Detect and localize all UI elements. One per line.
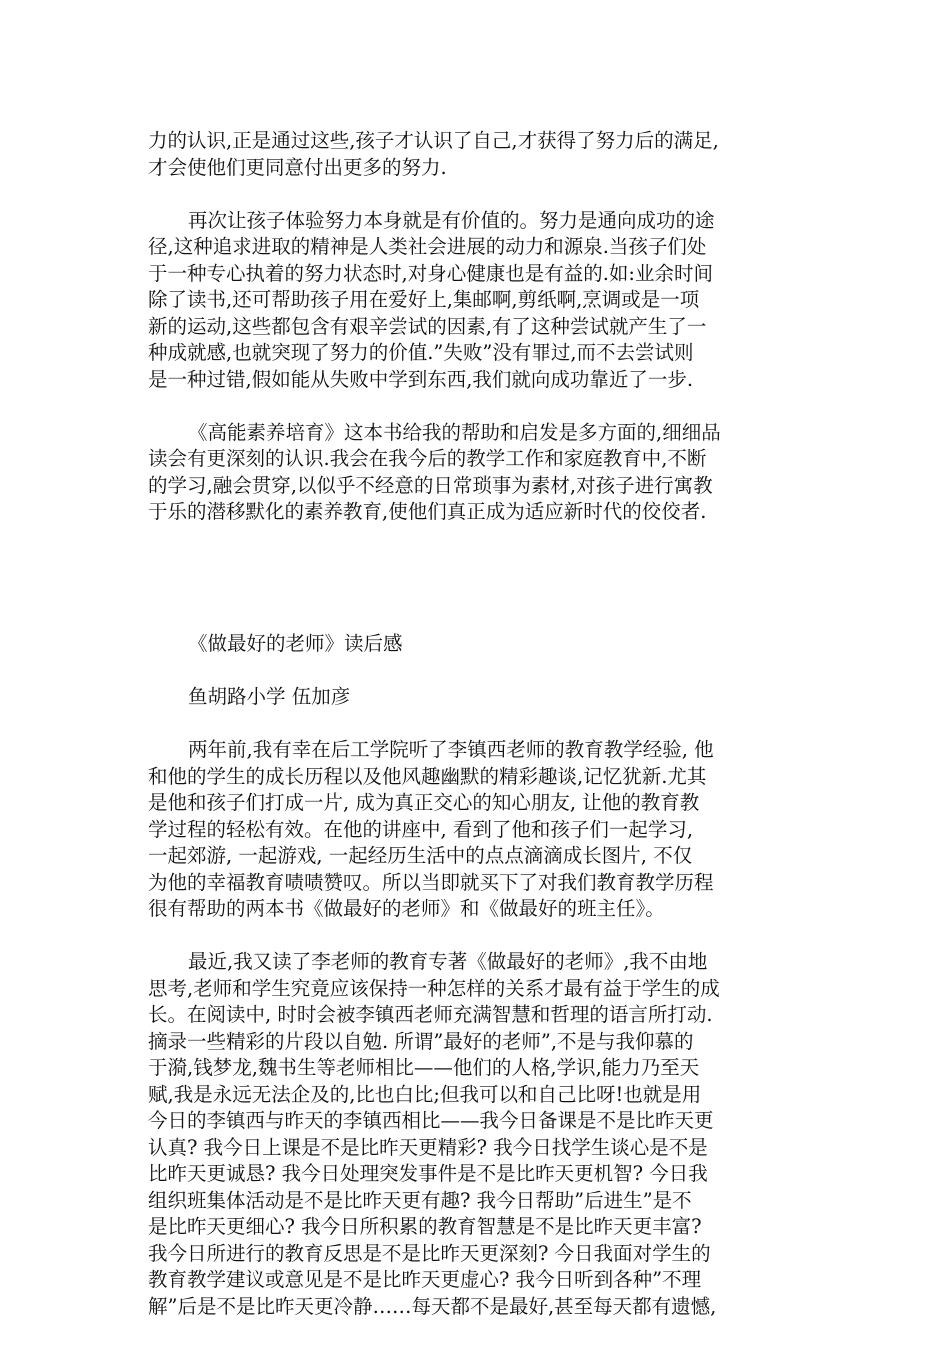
paragraph-effort-value: 再次让孩子体验努力本身就是有价值的。努力是通向成功的途 径,这种追求进取的精神是人类社会进展的动力和源泉.当孩子们处 于一种专心执着的努力状态时,对身心健康也是有益的.如:业余时间 除了读书,还可帮助孩子用在爱好上,集邮啊,剪纸啊,烹调或是一项 新的运动,这些都包含有艰辛尝试的因素,有了这种尝试就产生了一 种成就感,也就突现了努力的价值.”失败”没有罪过,而不去尝试则 是一种过错,假如能从失败中学到东西,我们就向成功靠近了一步. <box>148 208 715 391</box>
paragraph-two-years-ago: 两年前,我有幸在后工学院听了李镇西老师的教育教学经验, 他 和他的学生的成长历程以及他风趣幽默的精彩趣谈,记忆犹新.尤其 是他和孩子们打成一片, 成为真正交心的知心朋友, 让他的教育教 学过程的轻松有效。在他的讲座中, 看到了他和孩子们一起学习, 一起郊游, 一起游戏, 一起经历生活中的点点滴滴成长图片, 不仅 为他的幸福教育啧啧赞叹。所以当即就买下了对我们教育教学历程 很有帮助的两本书《做最好的老师》和《做最好的班主任》。 <box>148 738 714 920</box>
section-spacer <box>148 552 808 631</box>
article-title: 《做最好的老师》读后感 <box>188 632 403 655</box>
paragraph-recently: 最近,我又读了李老师的教育专著《做最好的老师》,我不由地 思考,老师和学生究竟应该保持一种怎样的关系才最有益于学生的成 长。在阅读中, 时时会被李镇西老师充满智慧和哲理的语言所打动. 摘录一些精彩的片段以自勉. 所谓”最好的老师”,不是与我仰慕的 于漪,钱梦龙,魏书生等老师相比——他们的人格,学识,能力乃至天 赋,我是永远无法企及的,比也白比;但我可以和自己比呀!也就是用 今日的李镇西与昨天的李镇西相比——我今日备课是不是比昨天更 认真? 我今日上课是不是比昨天更精彩? 我今日找学生谈心是不是 比昨天更诚恳? 我今日处理突发事件是不是比昨天更机智? 今日我 组织班集体活动是不是比昨天更有趣? 我今日帮助”后进生”是不 是比昨天更细心? 我今日所积累的教育智慧是不是比昨天更丰富? 我今日所进行的教育反思是不是比昨天更深刻? 今日我面对学生的 教育教学建议或意见是不是比昨天更虚心? 我今日听到各种”不理 解”后是不是比昨天更冷静……每天都不是最好,甚至每天都有遗憾, <box>148 950 720 1318</box>
paragraph-continuation: 力的认识,正是通过这些,孩子才认识了自己,才获得了努力后的满足, 才会使他们更同意付出更多的努力. <box>148 129 719 179</box>
article-author: 鱼胡路小学 伍加彦 <box>188 685 351 708</box>
document-page <box>148 128 808 1347</box>
paragraph-book-reflection: 《高能素养培育》这本书给我的帮助和启发是多方面的,细细品 读会有更深刻的认识.我会在我今后的教学工作和家庭教育中,不断 的学习,融会贯穿,以似乎不经意的日常琐事为素材,对孩子进行寓教 于乐的潜移默化的素养教育,使他们真正成为适应新时代的佼佼者. <box>148 420 721 523</box>
